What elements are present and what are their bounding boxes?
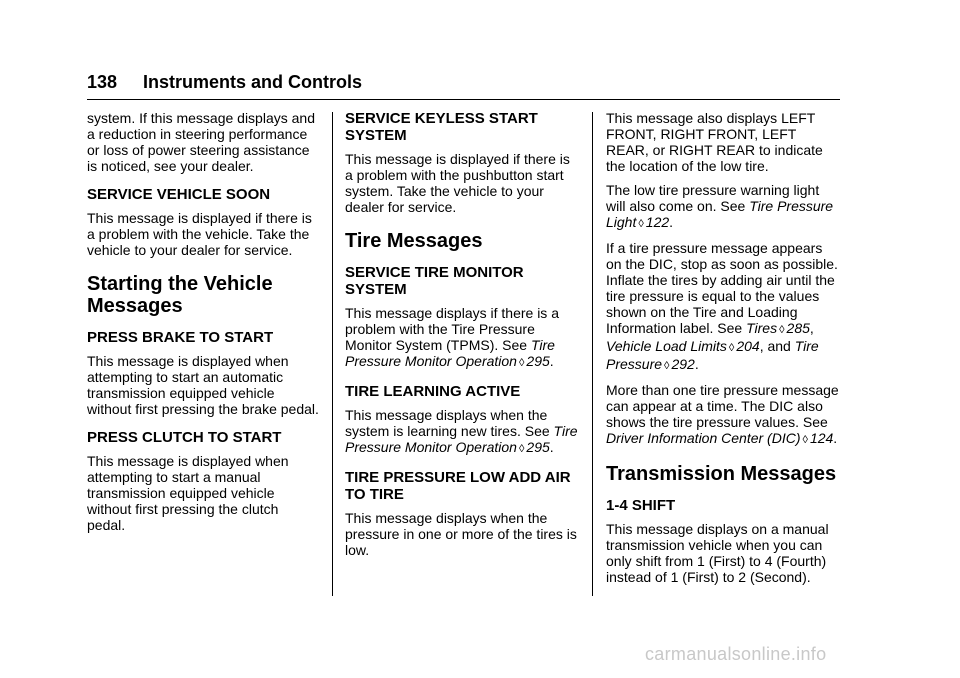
cross-reference-link[interactable]: Tire Pressure xyxy=(606,338,819,372)
cross-reference-link[interactable]: Tires xyxy=(746,320,778,336)
heading-service-keyless: SERVICE KEYLESS START SYSTEM xyxy=(345,110,538,144)
column-right xyxy=(606,110,839,593)
page-ref-icon: ◊ xyxy=(664,360,670,372)
heading-service-vehicle-soon: SERVICE VEHICLE SOON xyxy=(87,186,271,203)
paragraph-service-keyless: This message is displayed if there is a problem with the pushbutton start system. Take the vehicle to your dealer for service. xyxy=(345,151,570,215)
paragraph-text: If a tire pressure message appears on the DIC, stop as soon as possible. Inflate the tires by adding air until the tire pressure is equal to the values shown on the Tire and Loading Information label. See xyxy=(606,240,838,336)
paragraph-tire-pressure-low: This message displays when the pressure in one or more of the tires is low. xyxy=(345,510,577,558)
cross-reference-link[interactable]: Vehicle Load Limits xyxy=(606,338,727,354)
heading-starting-vehicle-messages: Starting the Vehicle Messages xyxy=(87,273,273,317)
paragraph-tire-location: This message also displays LEFT FRONT, RIGHT FRONT, LEFT REAR, or RIGHT REAR to indicate the location of the low tire. xyxy=(606,110,823,174)
cross-reference-link[interactable]: Driver Information Center (DIC) xyxy=(606,430,801,446)
paragraph-tire-learning: This message displays when the system is learning new tires. See Tire Pressure Monitor Operation ◊ 295. xyxy=(345,407,578,455)
page-ref-icon: ◊ xyxy=(638,218,644,230)
page-ref-icon: ◊ xyxy=(802,434,808,446)
heading-service-tire-monitor: SERVICE TIRE MONITOR SYSTEM xyxy=(345,264,524,298)
page-ref-icon: ◊ xyxy=(518,357,525,369)
paragraph-text: This message displays when the system is learning new tires. See xyxy=(345,407,550,439)
paragraph-press-clutch: This message is displayed when attempting to start a manual transmission equipped vehicle without first pressing the clutch pedal. xyxy=(87,453,289,533)
paragraph-text: More than one tire pressure message can appear at a time. The DIC also shows the tire pressure values. See xyxy=(606,382,839,430)
page-number: 138 xyxy=(87,72,118,92)
paragraph-1-4-shift: This message displays on a manual transmission vehicle when you can only shift from 1 (First) to 4 (Fourth) instead of 1 (First) to 2 (Second). xyxy=(606,521,829,585)
page-reference[interactable]: 285 xyxy=(786,320,810,336)
heading-tire-learning: TIRE LEARNING ACTIVE xyxy=(345,383,521,400)
column-divider xyxy=(332,112,333,596)
page-reference[interactable]: 204 xyxy=(736,338,760,354)
heading-tire-pressure-low: TIRE PRESSURE LOW ADD AIR TO TIRE xyxy=(345,469,571,503)
heading-transmission-messages: Transmission Messages xyxy=(606,463,837,485)
watermark: carmanualsonline.info xyxy=(645,644,827,664)
heading-press-brake: PRESS BRAKE TO START xyxy=(87,329,274,346)
column-middle xyxy=(345,110,578,566)
page-ref-icon: ◊ xyxy=(518,443,525,455)
paragraph-press-brake: This message is displayed when attempting to start an automatic transmission equipped vehicle without first pressing the brake pedal. xyxy=(87,353,319,417)
heading-press-clutch: PRESS CLUTCH TO START xyxy=(87,429,282,446)
paragraph-text: This message displays if there is a problem with the Tire Pressure Monitor System (TPMS). See xyxy=(345,305,559,353)
conjunction: and xyxy=(767,338,791,354)
paragraph-text: The low tire pressure warning light will also come on. See xyxy=(606,182,820,214)
cross-reference-link[interactable]: Tire Pressure Monitor Operation xyxy=(345,337,555,369)
page-reference[interactable]: 292 xyxy=(671,356,695,372)
column-divider xyxy=(592,112,593,596)
column-left xyxy=(87,110,320,541)
heading-1-4-shift: 1-4 SHIFT xyxy=(606,497,676,514)
section-title: Instruments and Controls xyxy=(143,72,363,92)
paragraph-service-vehicle: This message is displayed if there is a problem with the vehicle. Take the vehicle to your dealer for service. xyxy=(87,210,312,258)
heading-tire-messages: Tire Messages xyxy=(345,230,483,252)
paragraph-continuation: system. If this message displays and a reduction in steering performance or loss of power steering assistance is noticed, see your dealer. xyxy=(87,110,315,174)
page-reference[interactable]: 295 xyxy=(526,353,550,369)
page-reference[interactable]: 124 xyxy=(809,430,834,446)
page-header xyxy=(87,72,840,100)
paragraph-dic-message: If a tire pressure message appears on the DIC, stop as soon as possible. Inflate the tires by adding air until the tire pressure is equal to the values shown on the Tire and Loading Information label. See Tires ◊ 285, Vehicle Load Limits ◊ 204, and Tire Pressure ◊ 292. xyxy=(606,240,838,372)
cross-reference-link[interactable]: Tire Pressure Light xyxy=(606,198,834,230)
paragraph-service-tire-monitor: This message displays if there is a problem with the Tire Pressure Monitor System (TPMS). See Tire Pressure Monitor Operation ◊ 295. xyxy=(345,305,559,369)
cross-reference-link[interactable]: Tire Pressure Monitor Operation xyxy=(345,423,578,455)
page-ref-icon: ◊ xyxy=(728,342,735,354)
page-reference[interactable]: 295 xyxy=(526,439,550,455)
paragraph-multiple-messages: More than one tire pressure message can appear at a time. The DIC also shows the tire pressure values. See Driver Information Center (DIC) ◊ 124. xyxy=(606,382,839,446)
page-ref-icon: ◊ xyxy=(779,324,785,336)
paragraph-warning-light: The low tire pressure warning light will also come on. See Tire Pressure Light ◊ 122. xyxy=(606,182,834,230)
page-reference[interactable]: 122 xyxy=(645,214,670,230)
